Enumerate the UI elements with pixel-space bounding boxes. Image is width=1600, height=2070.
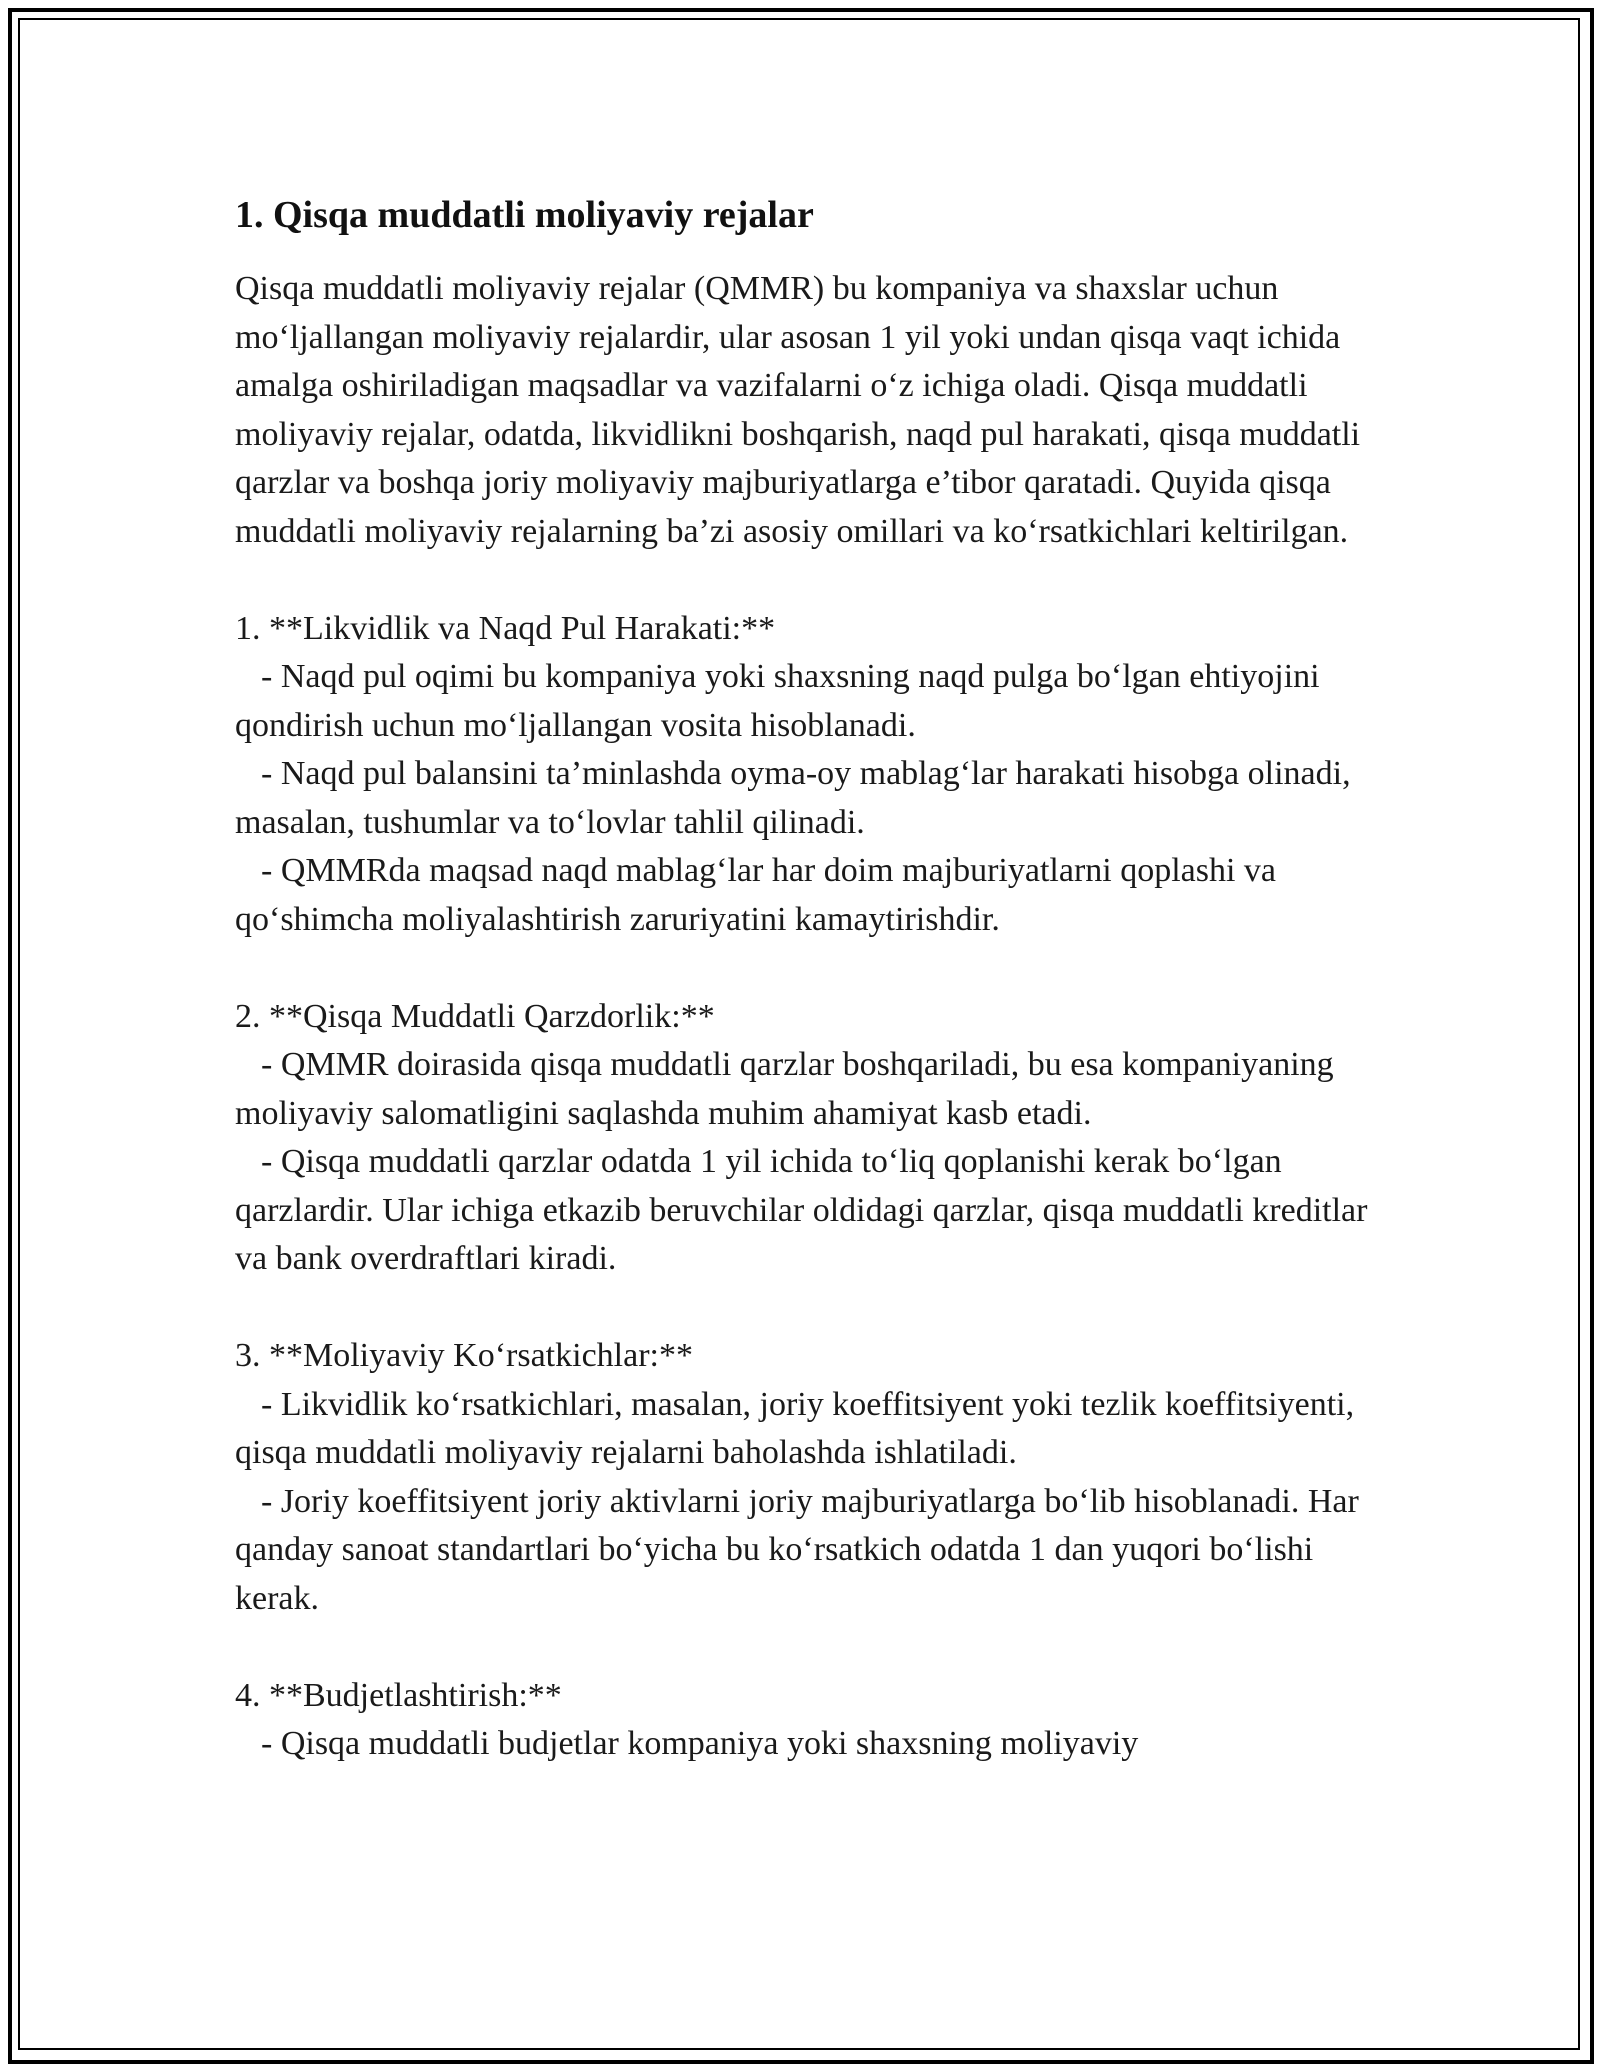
intro-paragraph: Qisqa muddatli moliyaviy rejalar (QMMR) bu kompaniya va shaxslar uchun mo‘ljallangan moliyaviy rejalardir, ular asosan 1 yil yoki undan qisqa vaqt ichida amalga oshiriladigan maqsadlar va vazifalarni o‘z ichiga oladi. Qisqa muddatli moliyaviy rejalar, odatda, likvidlikni boshqarish, naqd pul harakati, qisqa muddatli qarzlar va boshqa joriy moliyaviy majburiyatlarga e’tibor qaratadi. Quyida qisqa muddatli moliyaviy rejalarning ba’zi asosiy omillari va ko‘rsatkichlari keltirilgan.	[235, 270, 1361, 550]
section-liquidity	[235, 605, 1375, 945]
bullet-item: - Naqd pul oqimi bu kompaniya yoki shaxsning naqd pulga bo‘lgan ehtiyojini qondirish uchun mo‘ljallangan vosita hisoblanadi.	[235, 658, 1320, 744]
document-body	[235, 185, 1375, 1817]
section-financial-indicators	[235, 1332, 1375, 1623]
document-heading: 1. Qisqa muddatli moliyaviy rejalar	[235, 194, 814, 236]
bullet-item: - QMMRda maqsad naqd mablag‘lar har doim majburiyatlarni qoplashi va qo‘shimcha moliyalashtirish zaruriyatini kamaytirishdir.	[235, 852, 1277, 938]
bullet-item: - Qisqa muddatli budjetlar kompaniya yoki shaxsning moliyaviy	[261, 1725, 1139, 1762]
section-budgeting	[235, 1672, 1375, 1769]
bullet-item: - Qisqa muddatli qarzlar odatda 1 yil ichida to‘liq qoplanishi kerak bo‘lgan qarzlardir. Ular ichiga etkazib beruvchilar oldidagi qarzlar, qisqa muddatli kreditlar va bank overdraftlari kiradi.	[235, 1143, 1368, 1277]
bullet-item: - Naqd pul balansini ta’minlashda oyma-oy mablag‘lar harakati hisobga olinadi, masalan, tushumlar va to‘lovlar tahlil qilinadi.	[235, 755, 1351, 841]
bullet-item: - Joriy koeffitsiyent joriy aktivlarni joriy majburiyatlarga bo‘lib hisoblanadi. Har qanday sanoat standartlari bo‘yicha bu ko‘rsatkich odatda 1 dan yuqori bo‘lishi kerak.	[235, 1482, 1359, 1617]
section-heading: 1. **Likvidlik va Naqd Pul Harakati:**	[235, 609, 776, 647]
section-short-term-debt	[235, 993, 1375, 1284]
section-heading: 3. **Moliyaviy Ko‘rsatkichlar:**	[235, 1337, 693, 1374]
section-heading: 2. **Qisqa Muddatli Qarzdorlik:**	[235, 997, 715, 1035]
bullet-item: - Likvidlik ko‘rsatkichlari, masalan, joriy koeffitsiyent yoki tezlik koeffitsiyenti, qisqa muddatli moliyaviy rejalarni baholashda ishlatiladi.	[235, 1385, 1355, 1471]
bullet-item: - QMMR doirasida qisqa muddatli qarzlar boshqariladi, bu esa kompaniyaning moliyaviy salomatligini saqlashda muhim ahamiyat kasb etadi.	[235, 1046, 1334, 1132]
section-heading: 4. **Budjetlashtirish:**	[235, 1676, 562, 1714]
